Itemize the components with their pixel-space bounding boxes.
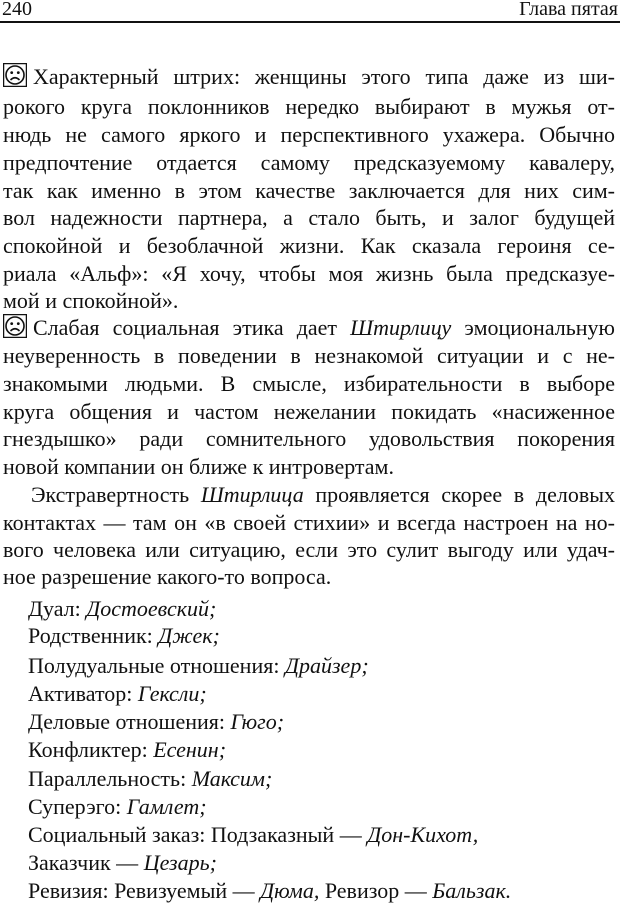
para2-line: Слабая социальная этика дает Штирлицу эмоциональную [3,313,615,343]
page-header [0,0,620,24]
relation-item: Заказчик — Цезарь; [28,850,217,875]
para1-line: спокойной и безоблачной жизни. Как сказала героиня се- [3,233,615,258]
sad-face-icon [3,314,27,338]
para1-line: риала «Альф»: «Я хочу, чтобы моя жизнь была предсказуе- [3,261,615,286]
relation-item: Дуал: Достоевский; [28,596,217,621]
para2-line: новой компании он ближе к интровертам. [3,454,394,479]
header-rule [0,21,620,23]
relation-item: Активатор: Гексли; [28,681,207,706]
para2-line: неуверенность в поведении в незнакомой ситуации и с не- [3,343,615,368]
para1-line: рокого круга поклонников нередко выбирают в мужья от- [3,94,615,119]
para1-line: предпочтение отдается самому предсказуемому кавалеру, [3,150,615,175]
para1-line: мой и спокойной». [3,288,179,313]
para2-line: гнездышко» ради сомнительного удовольствия покорения [3,426,615,451]
para3-line: ное разрешение какого-то вопроса. [3,564,332,589]
relation-item: Конфликтер: Есенин; [28,737,227,762]
relation-item: Полудуальные отношения: Драйзер; [28,653,369,678]
para1-line: так как именно в этом качестве заключается для них сим- [3,178,615,203]
relation-item: Ревизия: Ревизуемый — Дюма, Ревизор — Бальзак. [28,878,512,903]
chapter-title: Глава пятая [519,0,618,20]
para1-line: Характерный штрих: женщины этого типа даже из ши- [3,62,615,92]
para3-line: Экстравертность Штирлица проявляется скорее в деловых [31,482,615,507]
relation-item: Суперэго: Гамлет; [28,794,207,819]
para1-line: вол надежности партнера, а стало быть, и залог будущей [3,205,615,230]
para2-line: знакомыми людьми. В смысле, избирательности в выборе [3,371,615,396]
relation-item: Родственник: Джек; [28,623,220,648]
para2-line: круга общения и частом нежелании покидать «насиженное [3,399,615,424]
relation-item: Деловые отношения: Гюго; [28,709,285,734]
para3-line: вого человека или ситуацию, если это сулит выгоду или удач- [3,537,615,562]
relation-item: Социальный заказ: Подзаказный — Дон-Кихот, [28,822,479,847]
para3-line: контактах — там он «в своей стихии» и всегда настроен на но- [3,510,615,535]
relation-item: Параллельность: Максим; [28,766,273,791]
page-number: 240 [2,0,32,20]
sad-face-icon [3,63,27,87]
para1-line: нюдь не самого яркого и перспективного ухажера. Обычно [3,122,615,147]
